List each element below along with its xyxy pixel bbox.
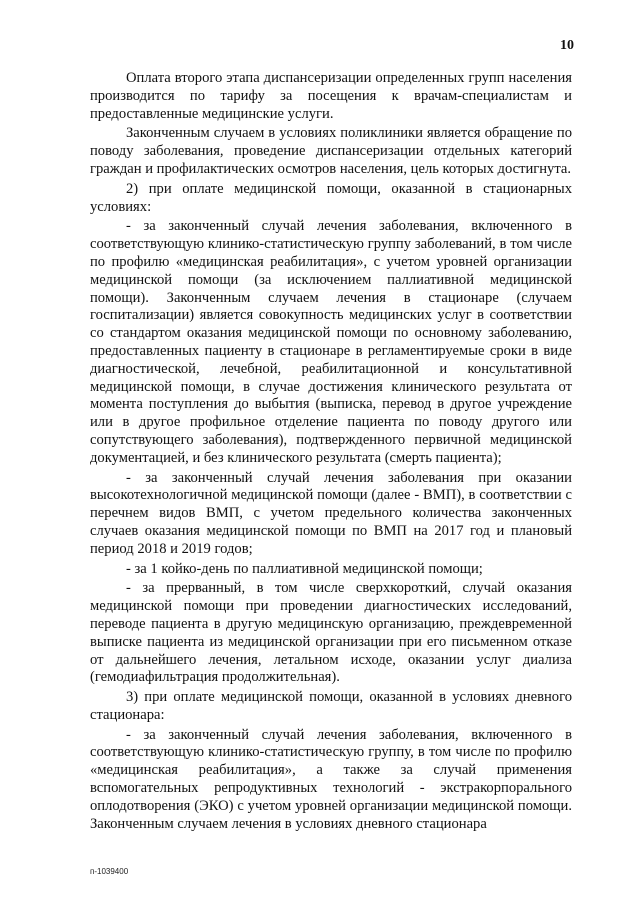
paragraph-interrupted-case: - за прерванный, в том числе сверхкороткий, случай оказания медицинской помощи при проведении диагностических исследований, переводе пациента в другую медицинскую организацию, преждевременной выписке пациента из медицинской организации при его письменном отказе от дальнейшего лечения, летальном исходе, оказании услуг диализа (гемодиафильтрация продолжительная).	[90, 580, 572, 686]
page-number: 10	[560, 38, 574, 53]
paragraph-day-hospital-heading: 3) при оплате медицинской помощи, оказанной в условиях дневного стационара:	[90, 689, 572, 723]
paragraph-second-stage-payment: Оплата второго этапа диспансеризации определенных групп населения производится по тарифу за посещения к врачам-специалистам и предоставленные медицинские услуги.	[90, 70, 572, 122]
paragraph-outpatient-case: Законченным случаем в условиях поликлиники является обращение по поводу заболевания, проведение диспансеризации отдельных категорий граждан и профилактических осмотров населения, цель которых достигнута.	[90, 125, 572, 177]
paragraph-palliative-bed-day: - за 1 койко-день по паллиативной медицинской помощи;	[126, 560, 483, 577]
paragraph-high-tech-care: - за законченный случай лечения заболевания при оказании высокотехнологичной медицинской помощи (далее - ВМП), в соответствии с перечнем видов ВМП, с учетом предельного количества законченных случаев оказания медицинской помощи по ВМП на 2017 год и плановый период 2018 и 2019 годов;	[90, 469, 572, 557]
document-footer-code: п-1039400	[90, 867, 129, 876]
paragraph-inpatient-completed-case: - за законченный случай лечения заболевания, включенного в соответствующую клинико-статистическую группу заболеваний, в том числе по профилю «медицинская реабилитация», с учетом уровней организации медицинской помощи (за исключением паллиативной медицинской помощи). Законченным случаем лечения в стационаре (случаем госпитализации) является совокупность медицинских услуг в соответствии со стандартом оказания медицинской помощи по основному заболеванию, предоставленных пациенту в стационаре в регламентируемые сроки в виде диагностической, лечебной, реабилитационной и консультативной медицинской помощи, в случае достижения клинического результата от момента поступления до выбытия (выписка, перевод в другое учреждение или в другое профильное отделение пациента по поводу другого или сопутствующего заболевания), подтвержденного первичной медицинской документацией, и без клинического результата (смерть пациента);	[90, 218, 572, 466]
document-body	[90, 70, 572, 833]
paragraph-inpatient-heading: 2) при оплате медицинской помощи, оказанной в стационарных условиях:	[90, 180, 572, 215]
paragraph-day-hospital-completed-case: - за законченный случай лечения заболевания, включенного в соответствующую клинико-статистическую группу, в том числе по профилю «медицинская реабилитация», а также за случай применения вспомогательных репродуктивных технологий - экстракорпорального оплодотворения (ЭКО) с учетом уровней организации медицинской помощи. Законченным случаем лечения в условиях дневного стационара	[90, 726, 572, 832]
